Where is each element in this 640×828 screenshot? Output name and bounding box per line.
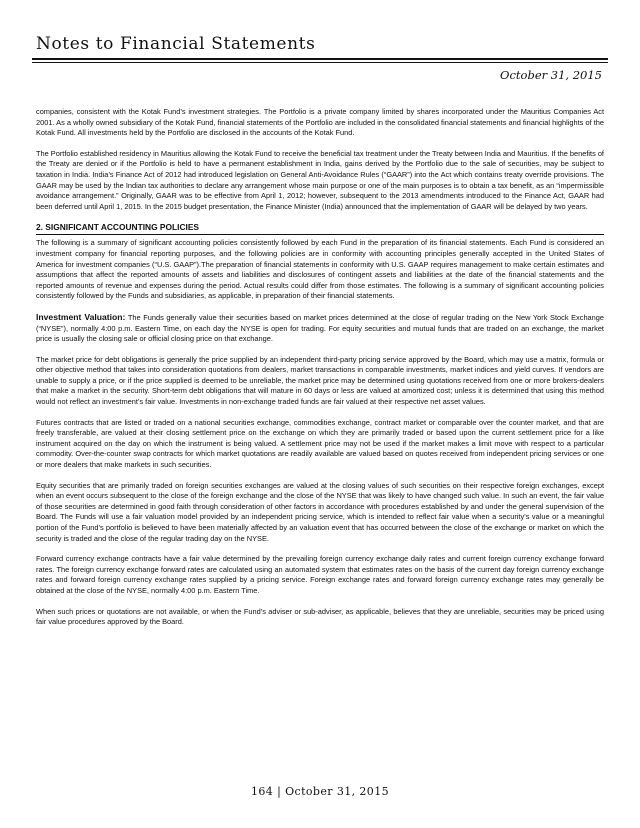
paragraph-equity-securities: Equity securities that are primarily traded on foreign securities exchanges are valued at the closing values of such securities on their respective foreign exchanges, except when an event occurs subsequent to the close of the foreign exchange and the close of the NYSE that was likely to have changed such value. In such an event, the fair value of those securities are determined in good faith through consideration of other factors in accordance with procedures established by and under the general supervision of the Board. The Funds will use a fair valuation model provided by an independent pricing service, which is intended to reflect fair value when a security’s value or a meaningful portion of the Fund’s portfolio is believed to have been materially affected by an valuation event that has occurred between the close of the exchange or market on which the security is traded and the close of the regular trading day on the NYSE. <box>36 480 604 543</box>
paragraph-mauritius-tax: The Portfolio established residency in Mauritius allowing the Kotak Fund to receive the beneficial tax treatment under the Treaty between India and Mauritius. If the benefits of the Treaty are denied or if the Portfolio is held to have a permanent establishment in India, gains derived by the Portfolio due to the sale of securities, may be subject to taxation in India. India’s Finance Act of 2012 had introduced legislation on General Anti-Avoidance Rules (“GAAR”) into the Act which contains treaty override provisions. The GAAR may be used by the Indian tax authorities to declare any arrangement whose main purpose or one of the main purposes is to obtain a tax benefit, as an “impermissible avoidance arrangement.” Originally, GAAR was to be effective from April 1, 2012; however, subsequent to the 2013 amendments introduced to the Finance Act, GAAR had been deferred until April 1, 2015. In the 2015 budget presentation, the Finance Minister (India) announced that the implementation of GAAR will be delayed by two years. <box>36 148 604 211</box>
section-heading: 2. SIGNIFICANT ACCOUNTING POLICIES <box>36 222 604 235</box>
header-rule-thick <box>32 58 608 60</box>
paragraph-futures-contracts: Futures contracts that are listed or traded on a national securities exchange, commodities exchange, contract market or comparable over the counter market, and that are freely transferable, are valued at their closing settlement price on the exchange on which they are primarily traded or based upon the current settlement price for a like instrument acquired on the day on which the instrument is being valued. A settlement price may not be used if the market makes a limit move with respect to a particular commodity. Over-the-counter swap contracts for which market quotations are readily available are valued based on quotes received from independent pricing services or one or more dealers that make markets in such securities. <box>36 417 604 470</box>
footer-date: October 31, 2015 <box>285 785 390 798</box>
page-title: Notes to Financial Statements <box>36 34 316 54</box>
page-footer <box>0 785 640 798</box>
paragraph-debt-obligations: The market price for debt obligations is generally the price supplied by an independent third-party pricing service approved by the Board, which may use a matrix, formula or other objective method that takes into consideration quotations from dealers, market transactions in comparable investments, market indices and yield curves. If vendors are unable to supply a price, or if the price supplied is deemed to be unreliable, the market price may be determined using quotations received from one or more brokers-dealers that make a market in the security. Short-term debt obligations that will mature in 60 days or less are valued at amortized cost; unless it is determined that using this method would not reflect an investment’s fair value. Investments in non-exchange traded funds are fair valued at their respective net asset values. <box>36 354 604 407</box>
investment-valuation-lead: Investment Valuation: <box>36 311 126 322</box>
report-date: October 31, 2015 <box>500 68 602 82</box>
investment-valuation-text: The Funds generally value their securities based on market prices determined at the close of regular trading on the New York Stock Exchange (“NYSE”), normally 4:00 p.m. Eastern Time, on each day the NYSE is open for trading. For equity securities and mutual funds that are traded on an exchange, the market price is usually the closing sale or official closing price on that exchange. <box>36 312 604 344</box>
footer-separator: | <box>277 785 282 798</box>
page-number: 164 <box>250 785 274 798</box>
paragraph-forward-currency: Forward currency exchange contracts have a fair value determined by the prevailing foreign currency exchange daily rates and current foreign currency exchange forward rates. The foreign currency exchange forward rates are calculated using an automated system that estimates rates on the basis of the current day foreign currency exchange rates and forward foreign currency exchange rates supplied by a pricing service. Foreign exchange rates and forward foreign currency exchange rates may generally be obtained at the close of the NYSE, normally 4:00 p.m. Eastern Time. <box>36 554 604 595</box>
paragraph-portfolio: companies, consistent with the Kotak Fund’s investment strategies. The Portfolio is a private company limited by shares incorporated under the Mauritius Companies Act 2001. As a wholly owned subsidiary of the Kotak Fund, financial statements of the Portfolio are included in the consolidated financial statements and financial highlights of the Kotak Fund. All investments held by the Portfolio are disclosed in the accounts of the Kotak Fund. <box>36 107 604 138</box>
paragraph-fair-value: When such prices or quotations are not available, or when the Fund’s adviser or sub-adviser, as applicable, believes that they are unreliable, securities may be priced using fair value procedures approved by the Board. <box>36 606 604 627</box>
body-text <box>36 107 604 638</box>
paragraph-investment-valuation <box>36 312 604 345</box>
paragraph-summary-policies: The following is a summary of significant accounting policies consistently followed by each Fund in the preparation of its financial statements. Each Fund is considered an investment company for financial reporting purposes, and the following policies are in conformity with accounting principles generally accepted in the United States of America for investment companies (“U.S. GAAP”).The preparation of financial statements in conformity with U.S. GAAP requires management to make certain estimates and assumptions that affect the reported amounts of assets and liabilities and disclosures of contingent assets and liabilities at the date of the financial statements and the reported amounts of revenue and expenses during the period. Actual results could differ from those estimates. The following is a summary of significant accounting policies consistently followed by the Funds and subsidiaries, as applicable, in preparation of their financial statements. <box>36 238 604 301</box>
header-rule-thin <box>32 62 608 63</box>
